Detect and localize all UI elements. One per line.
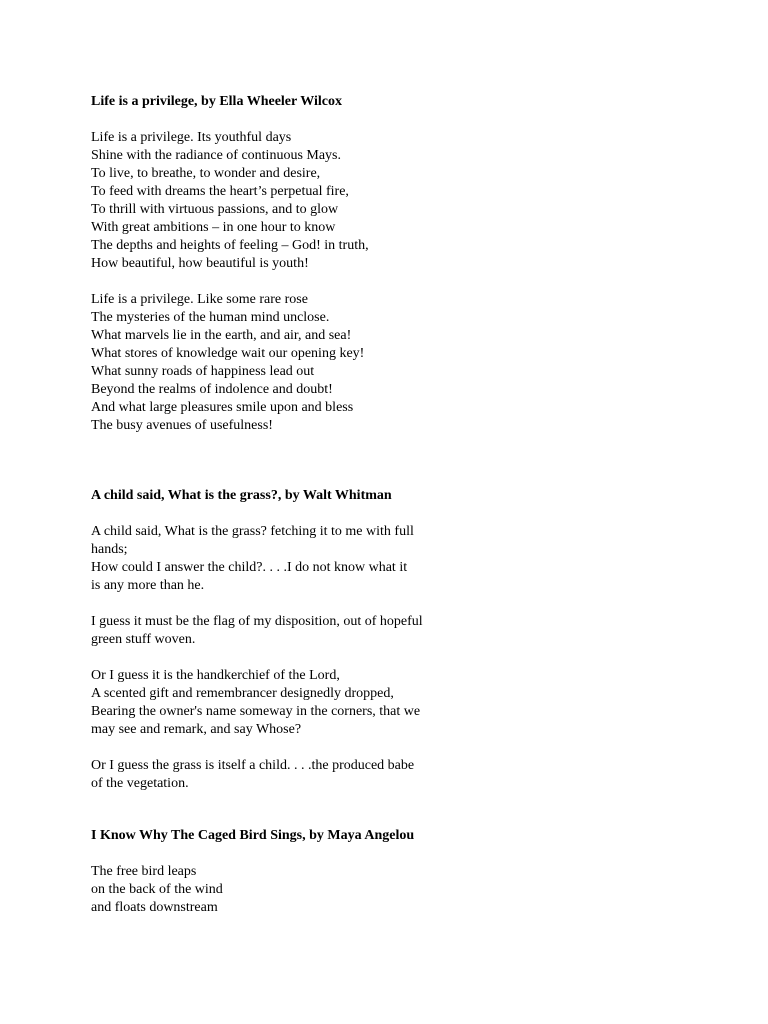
poem-line: Life is a privilege. Like some rare rose [91, 292, 308, 307]
poem-line: What marvels lie in the earth, and air, and sea! [91, 328, 352, 343]
poem-line: What stores of knowledge wait our opening key! [91, 346, 365, 361]
poem-line: With great ambitions – in one hour to know [91, 220, 336, 235]
poem-line: A scented gift and remembrancer designedly dropped, [91, 686, 394, 701]
stanza [91, 863, 461, 917]
poem-line: on the back of the wind [91, 882, 223, 897]
poem-section [91, 487, 461, 793]
poem-line: is any more than he. [91, 578, 205, 593]
poem-line: of the vegetation. [91, 776, 189, 791]
poem-line: A child said, What is the grass? fetching it to me with full [91, 524, 414, 539]
stanza [91, 667, 461, 739]
poem-line: Life is a privilege. Its youthful days [91, 130, 292, 145]
poem-line: To feed with dreams the heart’s perpetual fire, [91, 184, 349, 199]
poem-line: How could I answer the child?. . . .I do not know what it [91, 560, 408, 575]
poem-title: A child said, What is the grass?, by Walt Whitman [91, 488, 392, 503]
poem-line: Bearing the owner's name someway in the corners, that we [91, 704, 421, 719]
poem-line: Or I guess the grass is itself a child. . . .the produced babe [91, 758, 415, 773]
poem-line: Beyond the realms of indolence and doubt! [91, 382, 333, 397]
poem-section [91, 827, 461, 917]
poem-line: hands; [91, 542, 128, 557]
poem-line: green stuff woven. [91, 632, 196, 647]
poem-line: may see and remark, and say Whose? [91, 722, 302, 737]
stanza [91, 523, 461, 595]
poem-line: The free bird leaps [91, 864, 197, 879]
stanza [91, 757, 461, 793]
stanza [91, 613, 461, 649]
poem-line: The busy avenues of usefulness! [91, 418, 273, 433]
poem-line: The depths and heights of feeling – God! in truth, [91, 238, 369, 253]
poem-line: and floats downstream [91, 900, 218, 915]
poem-title: Life is a privilege, by Ella Wheeler Wilcox [91, 94, 342, 109]
poem-line: How beautiful, how beautiful is youth! [91, 256, 309, 271]
poem-line: Or I guess it is the handkerchief of the Lord, [91, 668, 340, 683]
poem-section [91, 93, 461, 435]
poem-line: I guess it must be the flag of my disposition, out of hopeful [91, 614, 423, 629]
poem-line: And what large pleasures smile upon and bless [91, 400, 354, 415]
stanza [91, 129, 461, 273]
stanza [91, 291, 461, 435]
poem-line: What sunny roads of happiness lead out [91, 364, 315, 379]
poem-line: The mysteries of the human mind unclose. [91, 310, 330, 325]
poem-title: I Know Why The Caged Bird Sings, by Maya Angelou [91, 828, 415, 843]
poem-line: Shine with the radiance of continuous Mays. [91, 148, 342, 163]
poem-line: To thrill with virtuous passions, and to glow [91, 202, 339, 217]
poem-line: To live, to breathe, to wonder and desire, [91, 166, 321, 181]
